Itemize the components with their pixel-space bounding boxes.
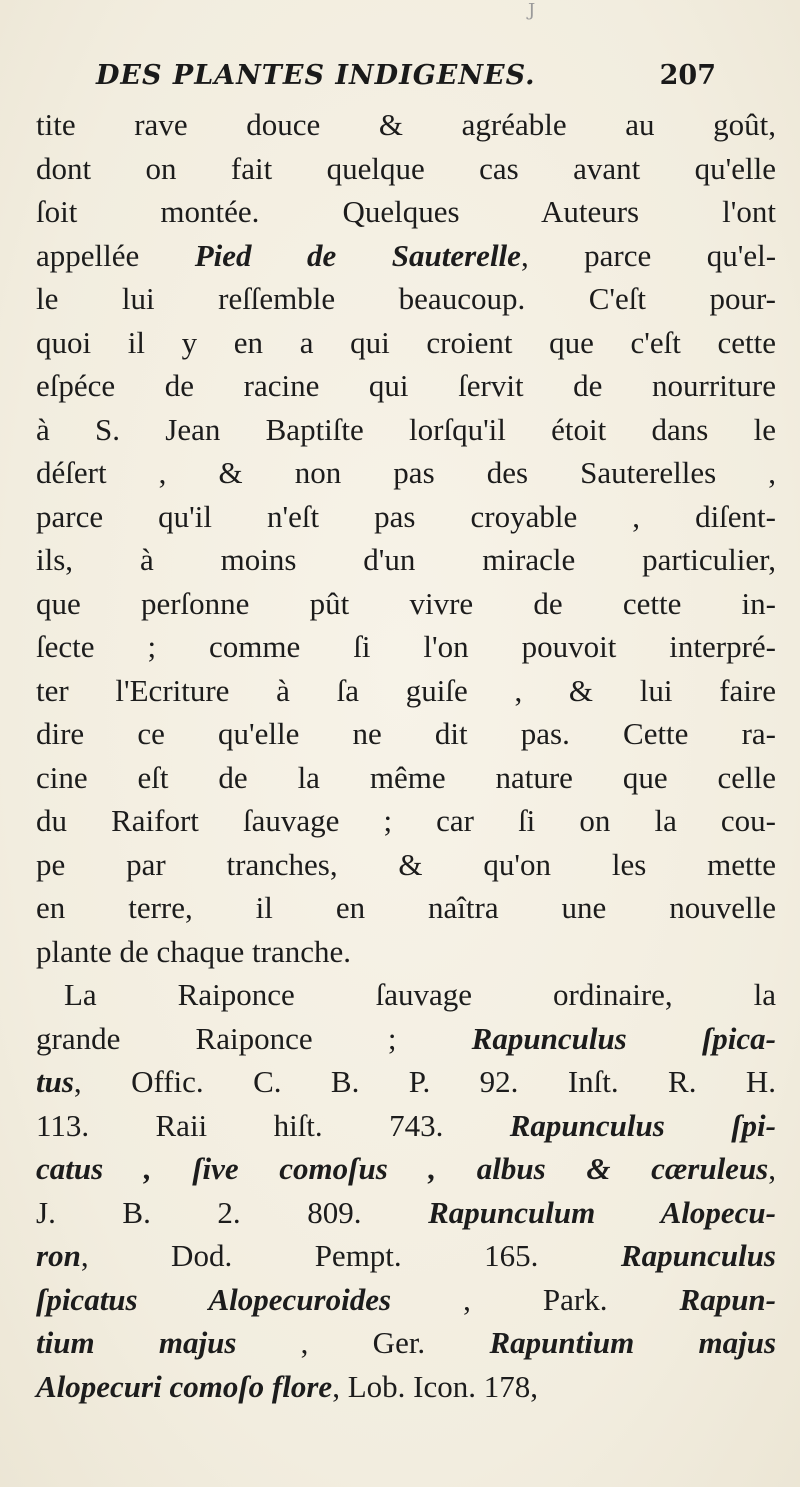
- text-line: [36, 234, 776, 278]
- text-line: [36, 277, 776, 321]
- text-segment: eſpéce de racine qui ſervit de nourriture: [36, 368, 776, 403]
- text-segment: dire ce qu'elle ne dit pas. Cette ra-: [36, 716, 776, 751]
- page-header: [96, 58, 716, 106]
- text-segment: , Offic. C. B. P. 92. Inſt. R. H.: [73, 1064, 776, 1099]
- italic-text-segment: tium majus: [36, 1325, 237, 1360]
- running-title: DES PLANTES INDIGENES.: [96, 60, 536, 91]
- text-segment: , Ger.: [236, 1325, 490, 1360]
- text-line: [36, 408, 776, 452]
- text-line: [36, 1321, 776, 1365]
- text-segment: quoi il y en a qui croient que c'eſt cette: [36, 324, 776, 360]
- text-segment: le lui reſſemble beaucoup. C'eſt pour-: [36, 281, 776, 316]
- text-line: [36, 799, 776, 843]
- text-segment: , Dod. Pempt. 165.: [80, 1238, 621, 1273]
- text-segment: déſert , & non pas des Sauterelles ,: [36, 455, 776, 490]
- italic-text-segment: Rapuntium majus: [489, 1325, 777, 1360]
- text-segment: que perſonne pût vivre de cette in-: [36, 585, 776, 621]
- corner-mark: J: [528, 0, 536, 21]
- text-line: [36, 1017, 776, 1061]
- text-line: [36, 364, 776, 408]
- text-segment: ,: [768, 1151, 776, 1186]
- text-line: [36, 321, 776, 365]
- text-line: [36, 973, 776, 1017]
- text-line: [36, 1191, 776, 1235]
- text-line: [36, 1147, 776, 1191]
- text-segment: appellée: [36, 237, 195, 273]
- text-segment: ſecte ; comme ſi l'on pouvoit interpré-: [36, 629, 776, 664]
- text-line: [36, 712, 776, 756]
- text-line: [36, 843, 776, 887]
- text-line: [36, 886, 776, 930]
- text-line: [36, 538, 776, 582]
- text-line: [36, 451, 776, 495]
- text-line: [36, 930, 776, 974]
- text-line: [36, 756, 776, 800]
- text-segment: ter l'Ecriture à ſa guiſe , & lui faire: [36, 672, 776, 708]
- text-line: [36, 1365, 776, 1409]
- italic-text-segment: Rapunculus ſpica-: [471, 1020, 776, 1056]
- italic-text-segment: ſpicatus Alopecuroides: [36, 1281, 392, 1317]
- text-segment: , Park.: [391, 1281, 680, 1317]
- body-text: [36, 103, 776, 1408]
- text-line: [36, 582, 776, 626]
- text-segment: , parce qu'el-: [520, 237, 777, 273]
- text-segment: tite rave douce & agréable au goût,: [36, 107, 776, 142]
- text-segment: J. B. 2. 809.: [36, 1194, 429, 1230]
- italic-text-segment: Rapunculus ſpi-: [509, 1107, 776, 1143]
- text-line: [36, 495, 776, 539]
- text-line: [36, 1060, 776, 1104]
- text-segment: ils, à moins d'un miracle particulier,: [36, 542, 776, 577]
- italic-text-segment: Alopecuri comoſo flore: [36, 1368, 333, 1404]
- text-segment: La Raiponce ſauvage ordinaire, la: [64, 977, 776, 1012]
- text-line: [36, 625, 776, 669]
- text-segment: parce qu'il n'eſt pas croyable , diſent-: [36, 498, 776, 534]
- text-segment: pe par tranches, & qu'on les mette: [36, 846, 776, 882]
- page-number: 207: [659, 60, 716, 91]
- italic-text-segment: Rapun-: [679, 1281, 776, 1317]
- text-segment: à S. Jean Baptiſte lorſqu'il étoit dans le: [36, 411, 776, 447]
- text-segment: cine eſt de la même nature que celle: [36, 759, 776, 795]
- text-segment: ſoit montée. Quelques Auteurs l'ont: [36, 194, 776, 229]
- text-line: [36, 190, 776, 234]
- text-line: [36, 1234, 776, 1278]
- italic-text-segment: tus: [36, 1064, 74, 1099]
- text-segment: plante de chaque tranche.: [36, 933, 351, 969]
- italic-text-segment: Rapunculum Alopecu-: [428, 1194, 776, 1230]
- text-segment: 113. Raii hiſt. 743.: [36, 1107, 510, 1143]
- text-segment: , Lob. Icon. 178,: [332, 1368, 538, 1404]
- italic-text-segment: Pied de Sauterelle: [194, 237, 521, 273]
- italic-text-segment: ron: [36, 1238, 81, 1273]
- italic-text-segment: Rapunculus: [620, 1238, 776, 1273]
- text-line: [36, 147, 776, 191]
- text-segment: en terre, il en naîtra une nouvelle: [36, 890, 776, 925]
- text-line: [36, 1278, 776, 1322]
- text-segment: grande Raiponce ;: [36, 1020, 472, 1056]
- text-segment: du Raifort ſauvage ; car ſi on la cou-: [36, 803, 776, 838]
- text-line: [36, 1104, 776, 1148]
- text-line: [36, 103, 776, 147]
- text-line: [36, 669, 776, 713]
- text-segment: dont on fait quelque cas avant qu'elle: [36, 150, 776, 186]
- italic-text-segment: catus , ſive comoſus , albus & cæruleus: [36, 1151, 769, 1186]
